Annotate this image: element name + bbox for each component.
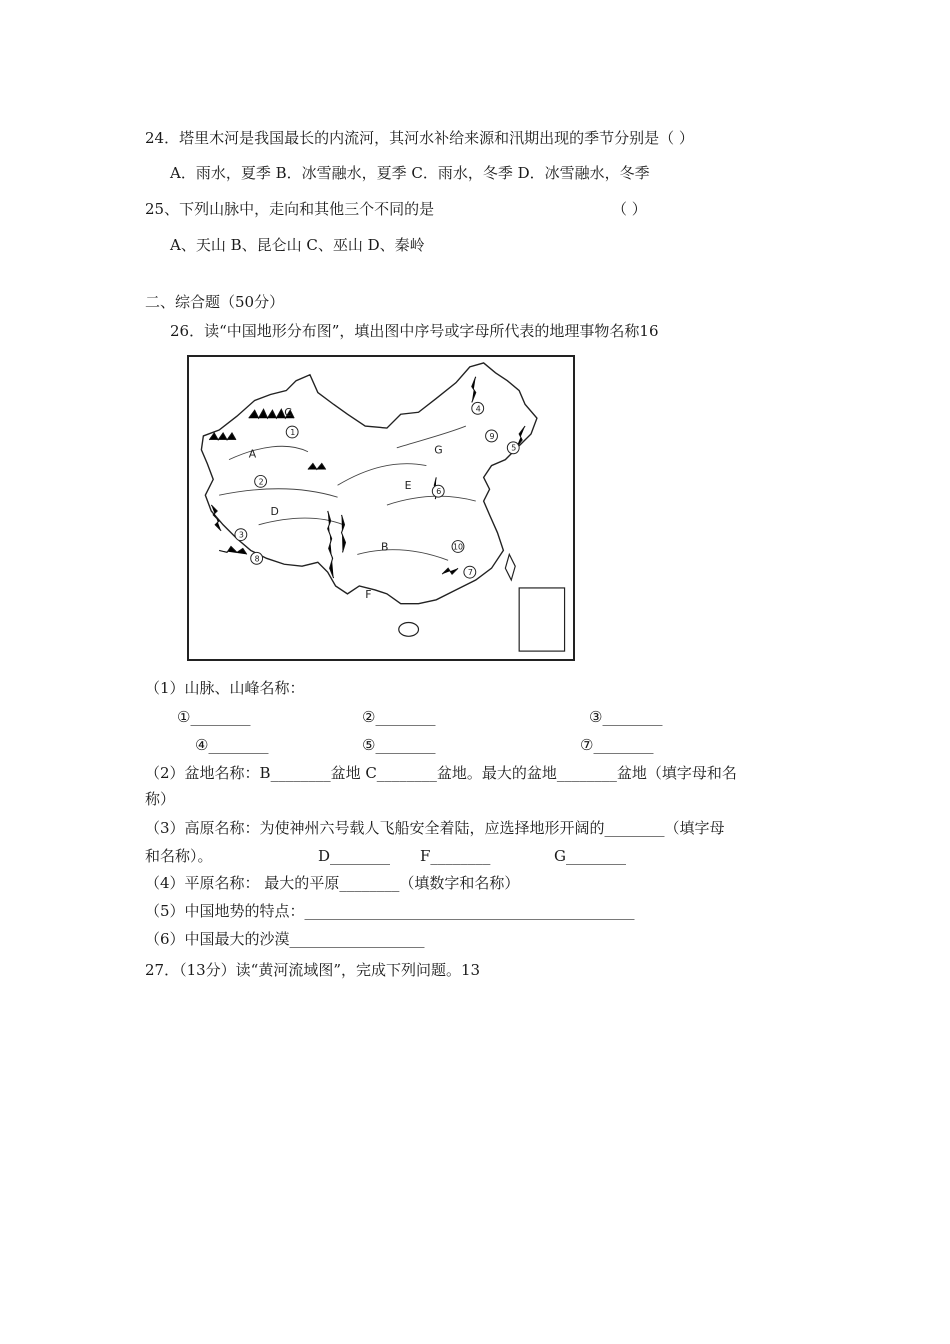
map-number-10 [452, 541, 464, 553]
q24-options: A．雨水，夏季 B．冰雪融水，夏季 C．雨水，冬季 D．冰雪融水，冬季 [170, 164, 650, 182]
svg-text:2: 2 [258, 477, 264, 487]
q26-sub3-line1: （3）高原名称：为使神州六号载人飞船安全着陆，应选择地形开阔的________（填字母 [145, 819, 725, 837]
svg-text:9: 9 [489, 431, 495, 441]
map-number-4 [472, 402, 484, 414]
q26-sub1-title: （1）山脉、山峰名称： [145, 679, 305, 697]
q26-sub2-line1: （2）盆地名称：B________盆地 C________盆地。最大的盆地________盆地（填字母和名 [145, 764, 737, 782]
svg-text:5: 5 [511, 443, 517, 453]
map-number-7 [464, 566, 476, 578]
q26-sub4: （4）平原名称： 最大的平原________（填数字和名称） [145, 874, 520, 892]
map-number-6 [432, 485, 444, 497]
map-number-3 [235, 529, 247, 541]
q26-sub3-line2: 和名称）。 [145, 847, 213, 865]
q25-options: A、天山 B、昆仑山 C、巫山 D、秦岭 [170, 236, 425, 254]
map-number-9 [486, 430, 498, 442]
q26-sub5: （5）中国地势的特点：____________________________________________ [145, 902, 635, 920]
q24-stem: 24．塔里木河是我国最长的内流河，其河水补给来源和汛期出现的季节分别是（ ） [145, 129, 694, 147]
map-label-d: D [270, 504, 279, 518]
map-number-1 [286, 426, 298, 438]
svg-text:6: 6 [436, 487, 442, 497]
svg-text:7: 7 [467, 568, 473, 578]
section2-title: 二、综合题（50分） [145, 293, 285, 311]
q26-sub1-blank-1: ①________ [177, 708, 251, 726]
china-outline [201, 363, 537, 604]
q26-sub1-blank-7: ⑦________ [580, 736, 654, 754]
map-label-f: F [365, 587, 372, 601]
south-sea-inset [519, 588, 564, 651]
q26-sub1-blank-3: ③________ [589, 708, 663, 726]
q26-sub1-blank-2: ②________ [362, 708, 436, 726]
taiwan-island [505, 554, 515, 580]
q26-sub3-blank-f: F________ [420, 847, 491, 865]
q26-sub6: （6）中国最大的沙漠__________________ [145, 930, 425, 948]
map-label-a: A [248, 447, 257, 461]
svg-text:4: 4 [475, 404, 481, 414]
svg-text:8: 8 [254, 554, 260, 564]
svg-text:1: 1 [290, 427, 296, 437]
hainan-island [399, 622, 419, 636]
q27-stem: 27．（13分）读“黄河流域图”，完成下列问题。13 [145, 961, 481, 979]
q26-sub3-blank-g: G________ [554, 847, 626, 865]
q26-sub2-line2: 称） [145, 790, 176, 808]
china-terrain-map-svg [189, 357, 573, 659]
svg-text:3: 3 [238, 530, 244, 540]
map-label-g: G [434, 443, 443, 457]
map-number-5 [507, 442, 519, 454]
q26-sub3-blank-d: D________ [318, 847, 391, 865]
china-terrain-map [187, 355, 575, 661]
svg-text:10: 10 [453, 542, 464, 552]
map-label-c: C [284, 406, 292, 420]
map-number-2 [255, 475, 267, 487]
q26-sub1-blank-5: ⑤________ [362, 736, 436, 754]
map-number-8 [251, 552, 263, 564]
q26-stem: 26．读“中国地形分布图”，填出图中序号或字母所代表的地理事物名称16 [170, 322, 659, 340]
map-label-b: B [381, 540, 389, 554]
q25-paren: （ ） [612, 200, 647, 218]
map-label-e: E [404, 479, 412, 493]
q26-sub1-blank-4: ④________ [195, 736, 269, 754]
q25-stem: 25、下列山脉中，走向和其他三个不同的是 [145, 200, 435, 218]
